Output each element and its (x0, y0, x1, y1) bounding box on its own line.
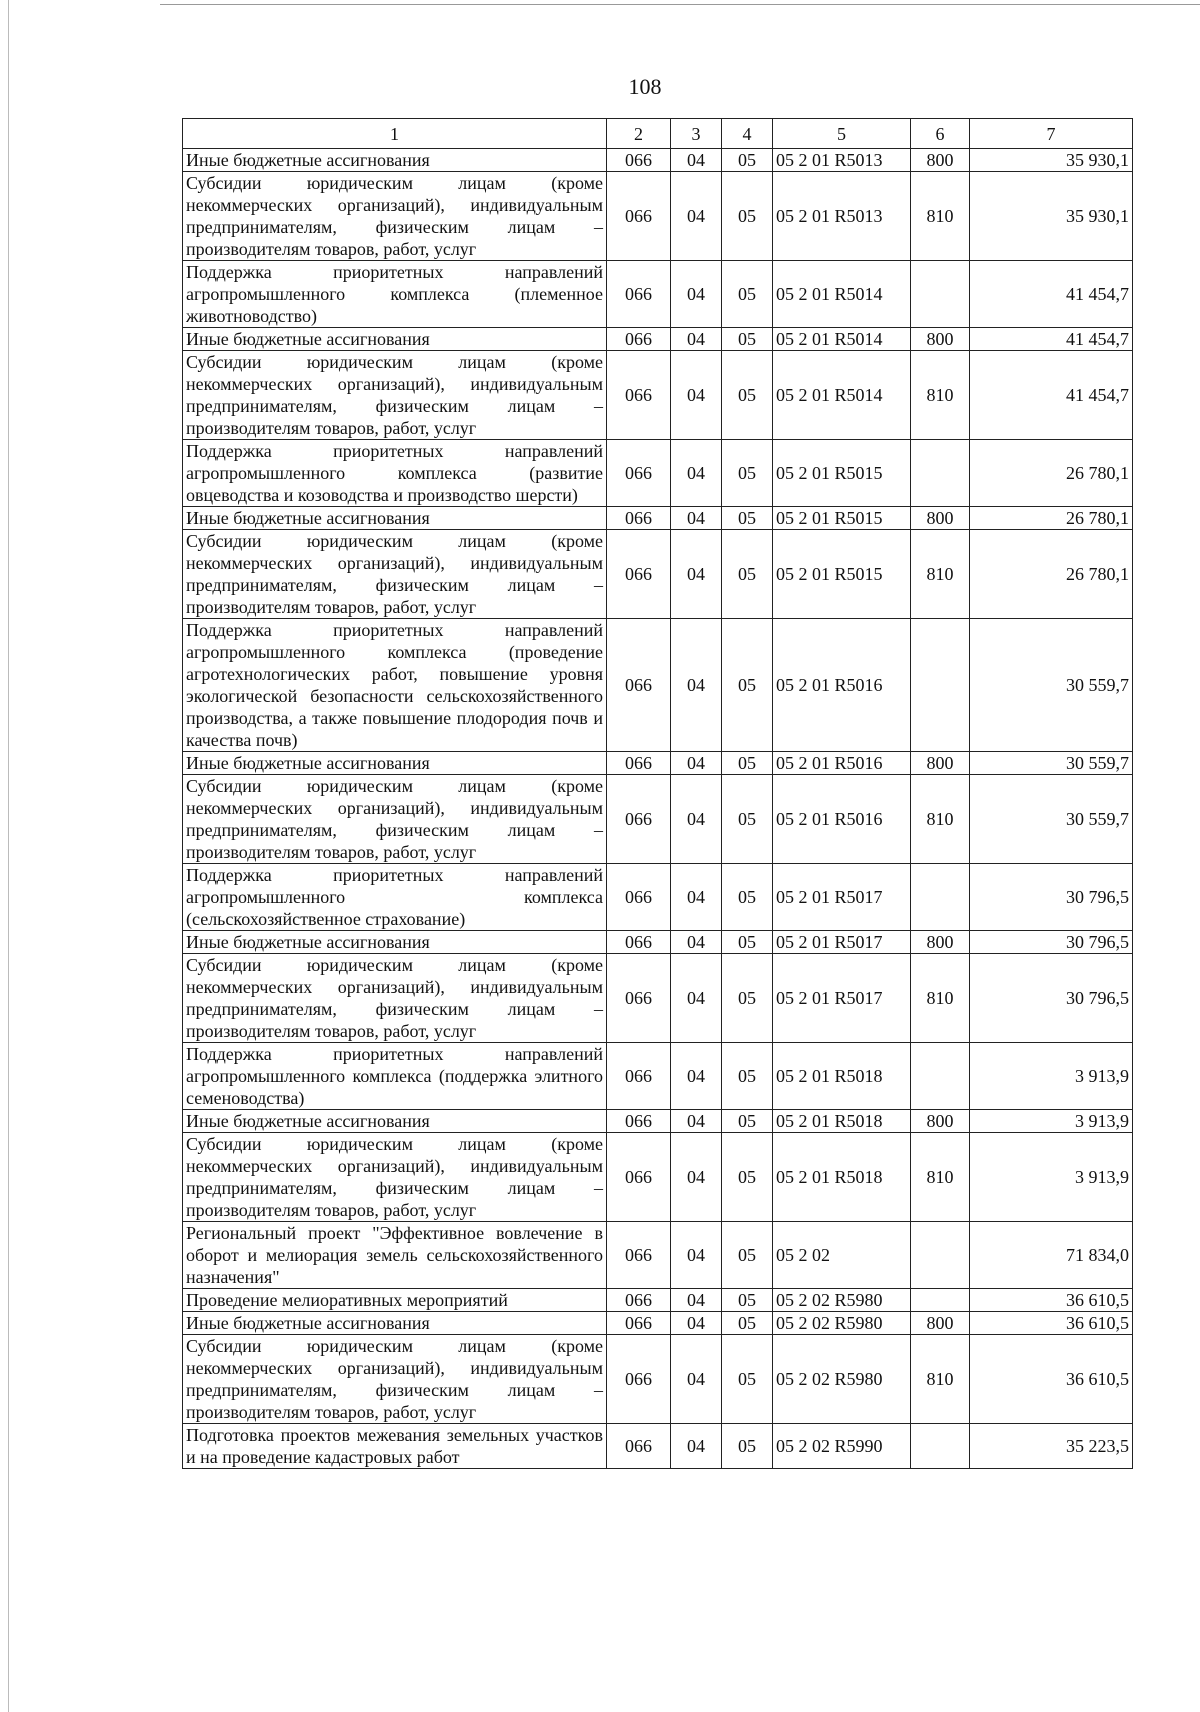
target-article-cell: 05 2 01 R5014 (773, 261, 911, 328)
section-code-cell: 04 (671, 1043, 722, 1110)
grbs-code-cell: 066 (607, 931, 671, 954)
section-code-cell: 04 (671, 1312, 722, 1335)
section-code-cell: 04 (671, 440, 722, 507)
amount-cell: 26 780,1 (970, 507, 1133, 530)
row-name-cell: Поддержка приоритетных направлений агропромышленного комплекса (поддержка элитного семеноводства) (183, 1043, 607, 1110)
section-code-cell: 04 (671, 775, 722, 864)
subsection-code-cell: 05 (722, 1043, 773, 1110)
subsection-code-cell: 05 (722, 172, 773, 261)
amount-cell: 35 223,5 (970, 1424, 1133, 1469)
grbs-code-cell: 066 (607, 351, 671, 440)
target-article-cell: 05 2 02 R5980 (773, 1312, 911, 1335)
amount-cell: 71 834,0 (970, 1222, 1133, 1289)
grbs-code-cell: 066 (607, 261, 671, 328)
expense-type-cell: 810 (911, 954, 970, 1043)
amount-cell: 36 610,5 (970, 1289, 1133, 1312)
subsection-code-cell: 05 (722, 1222, 773, 1289)
grbs-code-cell: 066 (607, 1289, 671, 1312)
subsection-code-cell: 05 (722, 1424, 773, 1469)
subsection-code-cell: 05 (722, 775, 773, 864)
table-row (183, 149, 1133, 172)
amount-cell: 26 780,1 (970, 440, 1133, 507)
table-row (183, 1335, 1133, 1424)
amount-cell: 30 559,7 (970, 619, 1133, 752)
subsection-code-cell: 05 (722, 619, 773, 752)
row-name-cell: Иные бюджетные ассигнования (183, 931, 607, 954)
section-code-cell: 04 (671, 1110, 722, 1133)
section-code-cell: 04 (671, 1335, 722, 1424)
amount-cell: 41 454,7 (970, 328, 1133, 351)
row-name-cell: Поддержка приоритетных направлений агропромышленного комплекса (развитие овцеводства и козоводства и производство шерсти) (183, 440, 607, 507)
target-article-cell: 05 2 01 R5018 (773, 1110, 911, 1133)
section-code-cell: 04 (671, 507, 722, 530)
target-article-cell: 05 2 01 R5015 (773, 440, 911, 507)
amount-cell: 36 610,5 (970, 1312, 1133, 1335)
scan-edge-line (8, 0, 9, 1712)
grbs-code-cell: 066 (607, 1424, 671, 1469)
row-name-cell: Иные бюджетные ассигнования (183, 1110, 607, 1133)
target-article-cell: 05 2 02 (773, 1222, 911, 1289)
expense-type-cell: 810 (911, 530, 970, 619)
column-header: 7 (970, 119, 1133, 149)
expense-type-cell (911, 619, 970, 752)
expense-type-cell (911, 1222, 970, 1289)
amount-cell: 35 930,1 (970, 149, 1133, 172)
target-article-cell: 05 2 01 R5013 (773, 172, 911, 261)
amount-cell: 36 610,5 (970, 1335, 1133, 1424)
target-article-cell: 05 2 01 R5016 (773, 775, 911, 864)
target-article-cell: 05 2 02 R5990 (773, 1424, 911, 1469)
table-row (183, 507, 1133, 530)
grbs-code-cell: 066 (607, 172, 671, 261)
subsection-code-cell: 05 (722, 507, 773, 530)
expense-type-cell: 800 (911, 149, 970, 172)
grbs-code-cell: 066 (607, 149, 671, 172)
column-header: 2 (607, 119, 671, 149)
target-article-cell: 05 2 01 R5015 (773, 530, 911, 619)
section-code-cell: 04 (671, 261, 722, 328)
section-code-cell: 04 (671, 954, 722, 1043)
column-header: 6 (911, 119, 970, 149)
section-code-cell: 04 (671, 149, 722, 172)
section-code-cell: 04 (671, 172, 722, 261)
amount-cell: 3 913,9 (970, 1133, 1133, 1222)
amount-cell: 30 796,5 (970, 954, 1133, 1043)
target-article-cell: 05 2 02 R5980 (773, 1289, 911, 1312)
target-article-cell: 05 2 01 R5017 (773, 954, 911, 1043)
target-article-cell: 05 2 01 R5013 (773, 149, 911, 172)
target-article-cell: 05 2 01 R5014 (773, 351, 911, 440)
row-name-cell: Субсидии юридическим лицам (кроме некоммерческих организаций), индивидуальным предпринимателям, физическим лицам – производителям товаров, работ, услуг (183, 172, 607, 261)
row-name-cell: Иные бюджетные ассигнования (183, 328, 607, 351)
row-name-cell: Субсидии юридическим лицам (кроме некоммерческих организаций), индивидуальным предпринимателям, физическим лицам – производителям товаров, работ, услуг (183, 954, 607, 1043)
column-header: 3 (671, 119, 722, 149)
section-code-cell: 04 (671, 1424, 722, 1469)
target-article-cell: 05 2 01 R5015 (773, 507, 911, 530)
table-row (183, 1043, 1133, 1110)
target-article-cell: 05 2 01 R5017 (773, 864, 911, 931)
target-article-cell: 05 2 02 R5980 (773, 1335, 911, 1424)
table-row (183, 931, 1133, 954)
table-row (183, 172, 1133, 261)
amount-cell: 30 559,7 (970, 775, 1133, 864)
section-code-cell: 04 (671, 931, 722, 954)
subsection-code-cell: 05 (722, 1133, 773, 1222)
table-body (183, 119, 1133, 1469)
expense-type-cell: 800 (911, 1312, 970, 1335)
grbs-code-cell: 066 (607, 619, 671, 752)
header-row (183, 119, 1133, 149)
grbs-code-cell: 066 (607, 864, 671, 931)
target-article-cell: 05 2 01 R5016 (773, 752, 911, 775)
table-row (183, 1312, 1133, 1335)
grbs-code-cell: 066 (607, 328, 671, 351)
expense-type-cell: 810 (911, 1335, 970, 1424)
row-name-cell: Поддержка приоритетных направлений агропромышленного комплекса (проведение агротехнологических работ, повышение уровня экологической безопасности сельскохозяйственного производства, а также повышение плодородия почв и качества почв) (183, 619, 607, 752)
target-article-cell: 05 2 01 R5014 (773, 328, 911, 351)
table-row (183, 775, 1133, 864)
expense-type-cell: 810 (911, 351, 970, 440)
expense-type-cell (911, 261, 970, 328)
expense-type-cell (911, 1289, 970, 1312)
subsection-code-cell: 05 (722, 864, 773, 931)
table-row (183, 864, 1133, 931)
grbs-code-cell: 066 (607, 954, 671, 1043)
subsection-code-cell: 05 (722, 351, 773, 440)
expense-type-cell (911, 864, 970, 931)
row-name-cell: Субсидии юридическим лицам (кроме некоммерческих организаций), индивидуальным предпринимателям, физическим лицам – производителям товаров, работ, услуг (183, 530, 607, 619)
grbs-code-cell: 066 (607, 752, 671, 775)
table-row (183, 1424, 1133, 1469)
section-code-cell: 04 (671, 1289, 722, 1312)
row-name-cell: Иные бюджетные ассигнования (183, 149, 607, 172)
section-code-cell: 04 (671, 619, 722, 752)
section-code-cell: 04 (671, 1222, 722, 1289)
scan-top-line (160, 4, 1200, 5)
expense-type-cell: 800 (911, 752, 970, 775)
target-article-cell: 05 2 01 R5018 (773, 1133, 911, 1222)
page-number: 108 (628, 74, 662, 99)
table-row (183, 440, 1133, 507)
amount-cell: 41 454,7 (970, 351, 1133, 440)
subsection-code-cell: 05 (722, 149, 773, 172)
subsection-code-cell: 05 (722, 328, 773, 351)
target-article-cell: 05 2 01 R5016 (773, 619, 911, 752)
row-name-cell: Проведение мелиоративных мероприятий (183, 1289, 607, 1312)
row-name-cell: Региональный проект "Эффективное вовлечение в оборот и мелиорация земель сельскохозяйственного назначения" (183, 1222, 607, 1289)
grbs-code-cell: 066 (607, 1133, 671, 1222)
amount-cell: 3 913,9 (970, 1043, 1133, 1110)
amount-cell: 26 780,1 (970, 530, 1133, 619)
expense-type-cell (911, 440, 970, 507)
subsection-code-cell: 05 (722, 954, 773, 1043)
row-name-cell: Поддержка приоритетных направлений агропромышленного комплекса (сельскохозяйственное страхование) (183, 864, 607, 931)
section-code-cell: 04 (671, 328, 722, 351)
grbs-code-cell: 066 (607, 440, 671, 507)
row-name-cell: Субсидии юридическим лицам (кроме некоммерческих организаций), индивидуальным предпринимателям, физическим лицам – производителям товаров, работ, услуг (183, 775, 607, 864)
expense-type-cell (911, 1043, 970, 1110)
grbs-code-cell: 066 (607, 1043, 671, 1110)
expense-type-cell: 800 (911, 328, 970, 351)
row-name-cell: Подготовка проектов межевания земельных участков и на проведение кадастровых работ (183, 1424, 607, 1469)
table-row (183, 619, 1133, 752)
expense-type-cell: 810 (911, 775, 970, 864)
budget-table (182, 118, 1133, 1469)
subsection-code-cell: 05 (722, 931, 773, 954)
table-row (183, 752, 1133, 775)
table-row (183, 954, 1133, 1043)
amount-cell: 30 796,5 (970, 864, 1133, 931)
subsection-code-cell: 05 (722, 530, 773, 619)
subsection-code-cell: 05 (722, 440, 773, 507)
table-row (183, 351, 1133, 440)
amount-cell: 3 913,9 (970, 1110, 1133, 1133)
amount-cell: 41 454,7 (970, 261, 1133, 328)
subsection-code-cell: 05 (722, 1335, 773, 1424)
expense-type-cell: 810 (911, 172, 970, 261)
row-name-cell: Иные бюджетные ассигнования (183, 1312, 607, 1335)
row-name-cell: Иные бюджетные ассигнования (183, 507, 607, 530)
expense-type-cell: 800 (911, 507, 970, 530)
table-row (183, 1289, 1133, 1312)
row-name-cell: Поддержка приоритетных направлений агропромышленного комплекса (племенное животноводство) (183, 261, 607, 328)
table-row (183, 530, 1133, 619)
section-code-cell: 04 (671, 351, 722, 440)
expense-type-cell: 810 (911, 1133, 970, 1222)
row-name-cell: Субсидии юридическим лицам (кроме некоммерческих организаций), индивидуальным предпринимателям, физическим лицам – производителям товаров, работ, услуг (183, 1335, 607, 1424)
subsection-code-cell: 05 (722, 1312, 773, 1335)
grbs-code-cell: 066 (607, 1335, 671, 1424)
subsection-code-cell: 05 (722, 752, 773, 775)
grbs-code-cell: 066 (607, 775, 671, 864)
expense-type-cell: 800 (911, 1110, 970, 1133)
table-row (183, 328, 1133, 351)
row-name-cell: Субсидии юридическим лицам (кроме некоммерческих организаций), индивидуальным предпринимателям, физическим лицам – производителям товаров, работ, услуг (183, 351, 607, 440)
table-row (183, 1133, 1133, 1222)
row-name-cell: Субсидии юридическим лицам (кроме некоммерческих организаций), индивидуальным предпринимателям, физическим лицам – производителям товаров, работ, услуг (183, 1133, 607, 1222)
amount-cell: 30 559,7 (970, 752, 1133, 775)
section-code-cell: 04 (671, 1133, 722, 1222)
grbs-code-cell: 066 (607, 1312, 671, 1335)
subsection-code-cell: 05 (722, 261, 773, 328)
subsection-code-cell: 05 (722, 1289, 773, 1312)
expense-type-cell: 800 (911, 931, 970, 954)
row-name-cell: Иные бюджетные ассигнования (183, 752, 607, 775)
table-row (183, 1110, 1133, 1133)
section-code-cell: 04 (671, 752, 722, 775)
column-header: 1 (183, 119, 607, 149)
target-article-cell: 05 2 01 R5018 (773, 1043, 911, 1110)
column-header: 5 (773, 119, 911, 149)
grbs-code-cell: 066 (607, 507, 671, 530)
amount-cell: 35 930,1 (970, 172, 1133, 261)
target-article-cell: 05 2 01 R5017 (773, 931, 911, 954)
grbs-code-cell: 066 (607, 530, 671, 619)
section-code-cell: 04 (671, 864, 722, 931)
grbs-code-cell: 066 (607, 1110, 671, 1133)
table-row (183, 261, 1133, 328)
grbs-code-cell: 066 (607, 1222, 671, 1289)
amount-cell: 30 796,5 (970, 931, 1133, 954)
section-code-cell: 04 (671, 530, 722, 619)
subsection-code-cell: 05 (722, 1110, 773, 1133)
expense-type-cell (911, 1424, 970, 1469)
column-header: 4 (722, 119, 773, 149)
table-row (183, 1222, 1133, 1289)
